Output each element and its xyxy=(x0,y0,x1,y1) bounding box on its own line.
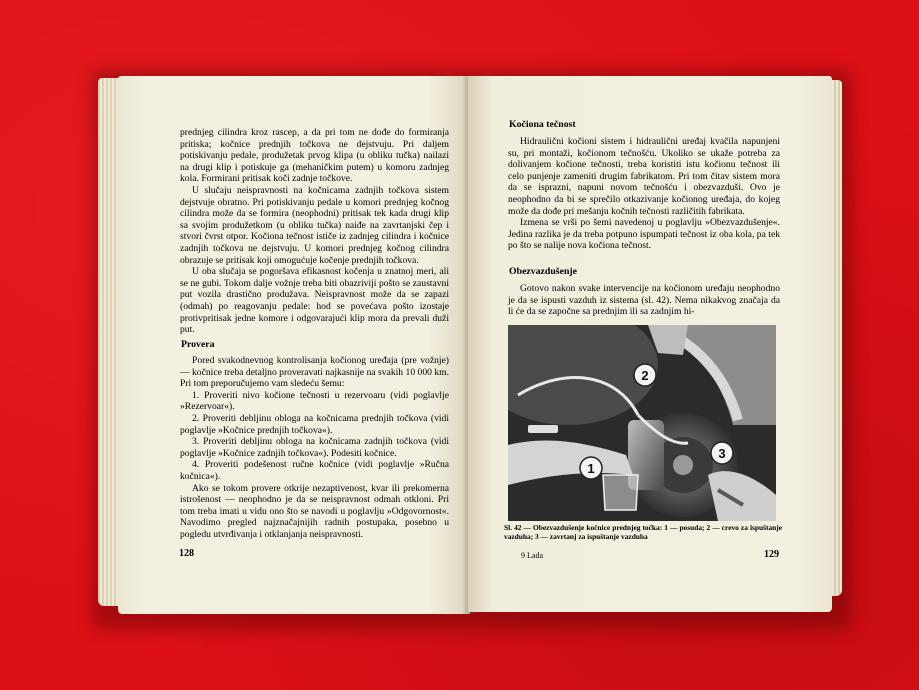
callout-1-label: 1 xyxy=(587,461,595,476)
paragraph: prednjeg cilindra kroz rascep, a da pri tom ne dođe do formiranja pritiska; kočnice prednjih točkova ne dejstvuju. Pri daljem potiskivanju pedale, produžetak prvog klipa (u obliku tučka) nailazi na drugi klip i potiskuje ga (mehaničkim putem) u komoru zadnjeg kola. Formirani pritisak koči zadnje točkove. xyxy=(180,127,449,185)
brake-bleeding-illustration xyxy=(508,325,776,521)
left-page-top-text xyxy=(180,127,449,336)
section-heading-kociona-tecnost: Kočiona tečnost xyxy=(509,119,576,130)
right-page-obezvazdusenje-text xyxy=(508,283,780,318)
paragraph: Ako se tokom provere otkrije nezaptivenost, kvar ili prekomerna istrošenost — neophodno je da se neispravnost odmah otkloni. Pri tom treba imati u vidu ono što se navodi u poglavlju »Odgovornost«. Navodimo pregled najznačajnijih radnih postupaka, posebno u pogledu utvrđivanja i otklanjanja neispravnosti. xyxy=(180,482,449,540)
section-heading-provera: Provera xyxy=(181,339,215,350)
section-heading-obezvazdusenje: Obezvazdušenje xyxy=(509,266,578,277)
paragraph: Izmena se vrši po šemi navedenoj u poglavlju »Obezvazdušenje«. Jedina razlika je da treba potpuno ispumpati tečnost iz oba kola, pa tek po što se nalije nova kočiona tečnost. xyxy=(508,217,780,252)
signature-mark: 9 Lada xyxy=(521,551,543,560)
paragraph: 3. Proveriti debljinu obloga na kočnicama zadnjih točkova (vidi poglavlje »Kočnice zadnjih točkova«). Podesiti kočnice. xyxy=(180,436,449,459)
figure-caption: Sl. 42 — Obezvazdušenje kočnice prednjeg točka: 1 — posuda; 2 — crevo za ispuštanje vazduha; 3 — zavrtanj za ispuštanje vazduha xyxy=(504,523,782,542)
paragraph: U slučaju neispravnosti na kočnicama zadnjih točkova sistem dejstvuje obratno. Pri potiskivanju pedale u komori prednjeg kočnog cilindra može da se formira (neophodni) pritisak tek kada drugi klip sa svojim produžetkom (u obliku tučka) naiđe na zavrtanjski čep i stvori čvrst otpor. Kočiona tečnost ističe iz zadnjeg cilindra i kočnice zadnjih točkova ne dejstvuju. U komori prednjeg kočnog cilindra obrazuje se pritisak koji omogućuje kočenje prednjih točkova. xyxy=(180,184,449,266)
paragraph: U oba slučaja se pogoršava efikasnost kočenja u znatnoj meri, ali se ne gubi. Tokom dalje vožnje treba biti obazriviji pošto se zaustavni put vozila drastično produžava. Neispravnost može da se zapazi (odmah) po reagovanju pedale: hod se povećava pošto izostaje protivpritisak jedne komore i odgovarajući klip mora da prevali duži put. xyxy=(180,266,449,336)
callout-3-label: 3 xyxy=(718,446,726,461)
left-page-provera-text xyxy=(180,355,449,541)
paragraph: 2. Proveriti debljinu obloga na kočnicama prednjih točkova (vidi poglavlje »Kočnice prednjih točkova«). xyxy=(180,412,449,436)
paragraph: Pored svakodnevnog kontrolisanja kočionog uređaja (pre vožnje) — kočnice treba detaljno proveravati najkasnije na svakih 10 000 km. Pri tom preporučujemo vam sledeću šemu: xyxy=(180,355,449,390)
figure-photo-brake-bleeding xyxy=(508,325,776,521)
paragraph: Hidraulični kočioni sistem i hidraulični uređaj kvačila napunjeni su, pri montaži, kočionom tečnošću. Ukoliko se ukaže potreba za dolivanjem kočione tečnosti, treba koristiti istu kočionu tečnost ili celo punjenje zameniti drugim fabrikatom. Pri tom čitav sistem mora da se isprazni, napuni novom tečnošću i obezvazduši. Ovo je neophodno da bi se sprečilo otkazivanje kočionog uređaja, do kojeg može da dođe pri mešanju kočnih tečnosti različitih fabrikata. xyxy=(508,136,780,217)
callout-2-label: 2 xyxy=(641,368,649,383)
paragraph: Gotovo nakon svake intervencije na kočionom uređaju neophodno je da se ispusti vazduh iz sistema (sl. 42). Nema nikakvog značaja da li će da se započne sa prednjim ili sa zadnjim hi- xyxy=(508,283,780,318)
paragraph: 1. Proveriti nivo kočione tečnosti u rezervoaru (vidi poglavlje »Rezervoar«). xyxy=(180,389,449,413)
right-page-kociona-text xyxy=(508,136,780,252)
page-number-right: 129 xyxy=(764,549,779,560)
page-number-left: 128 xyxy=(179,548,194,559)
paragraph: 4. Proveriti podešenost ručne kočnice (vidi poglavlje »Ručna kočnica«). xyxy=(180,459,449,482)
